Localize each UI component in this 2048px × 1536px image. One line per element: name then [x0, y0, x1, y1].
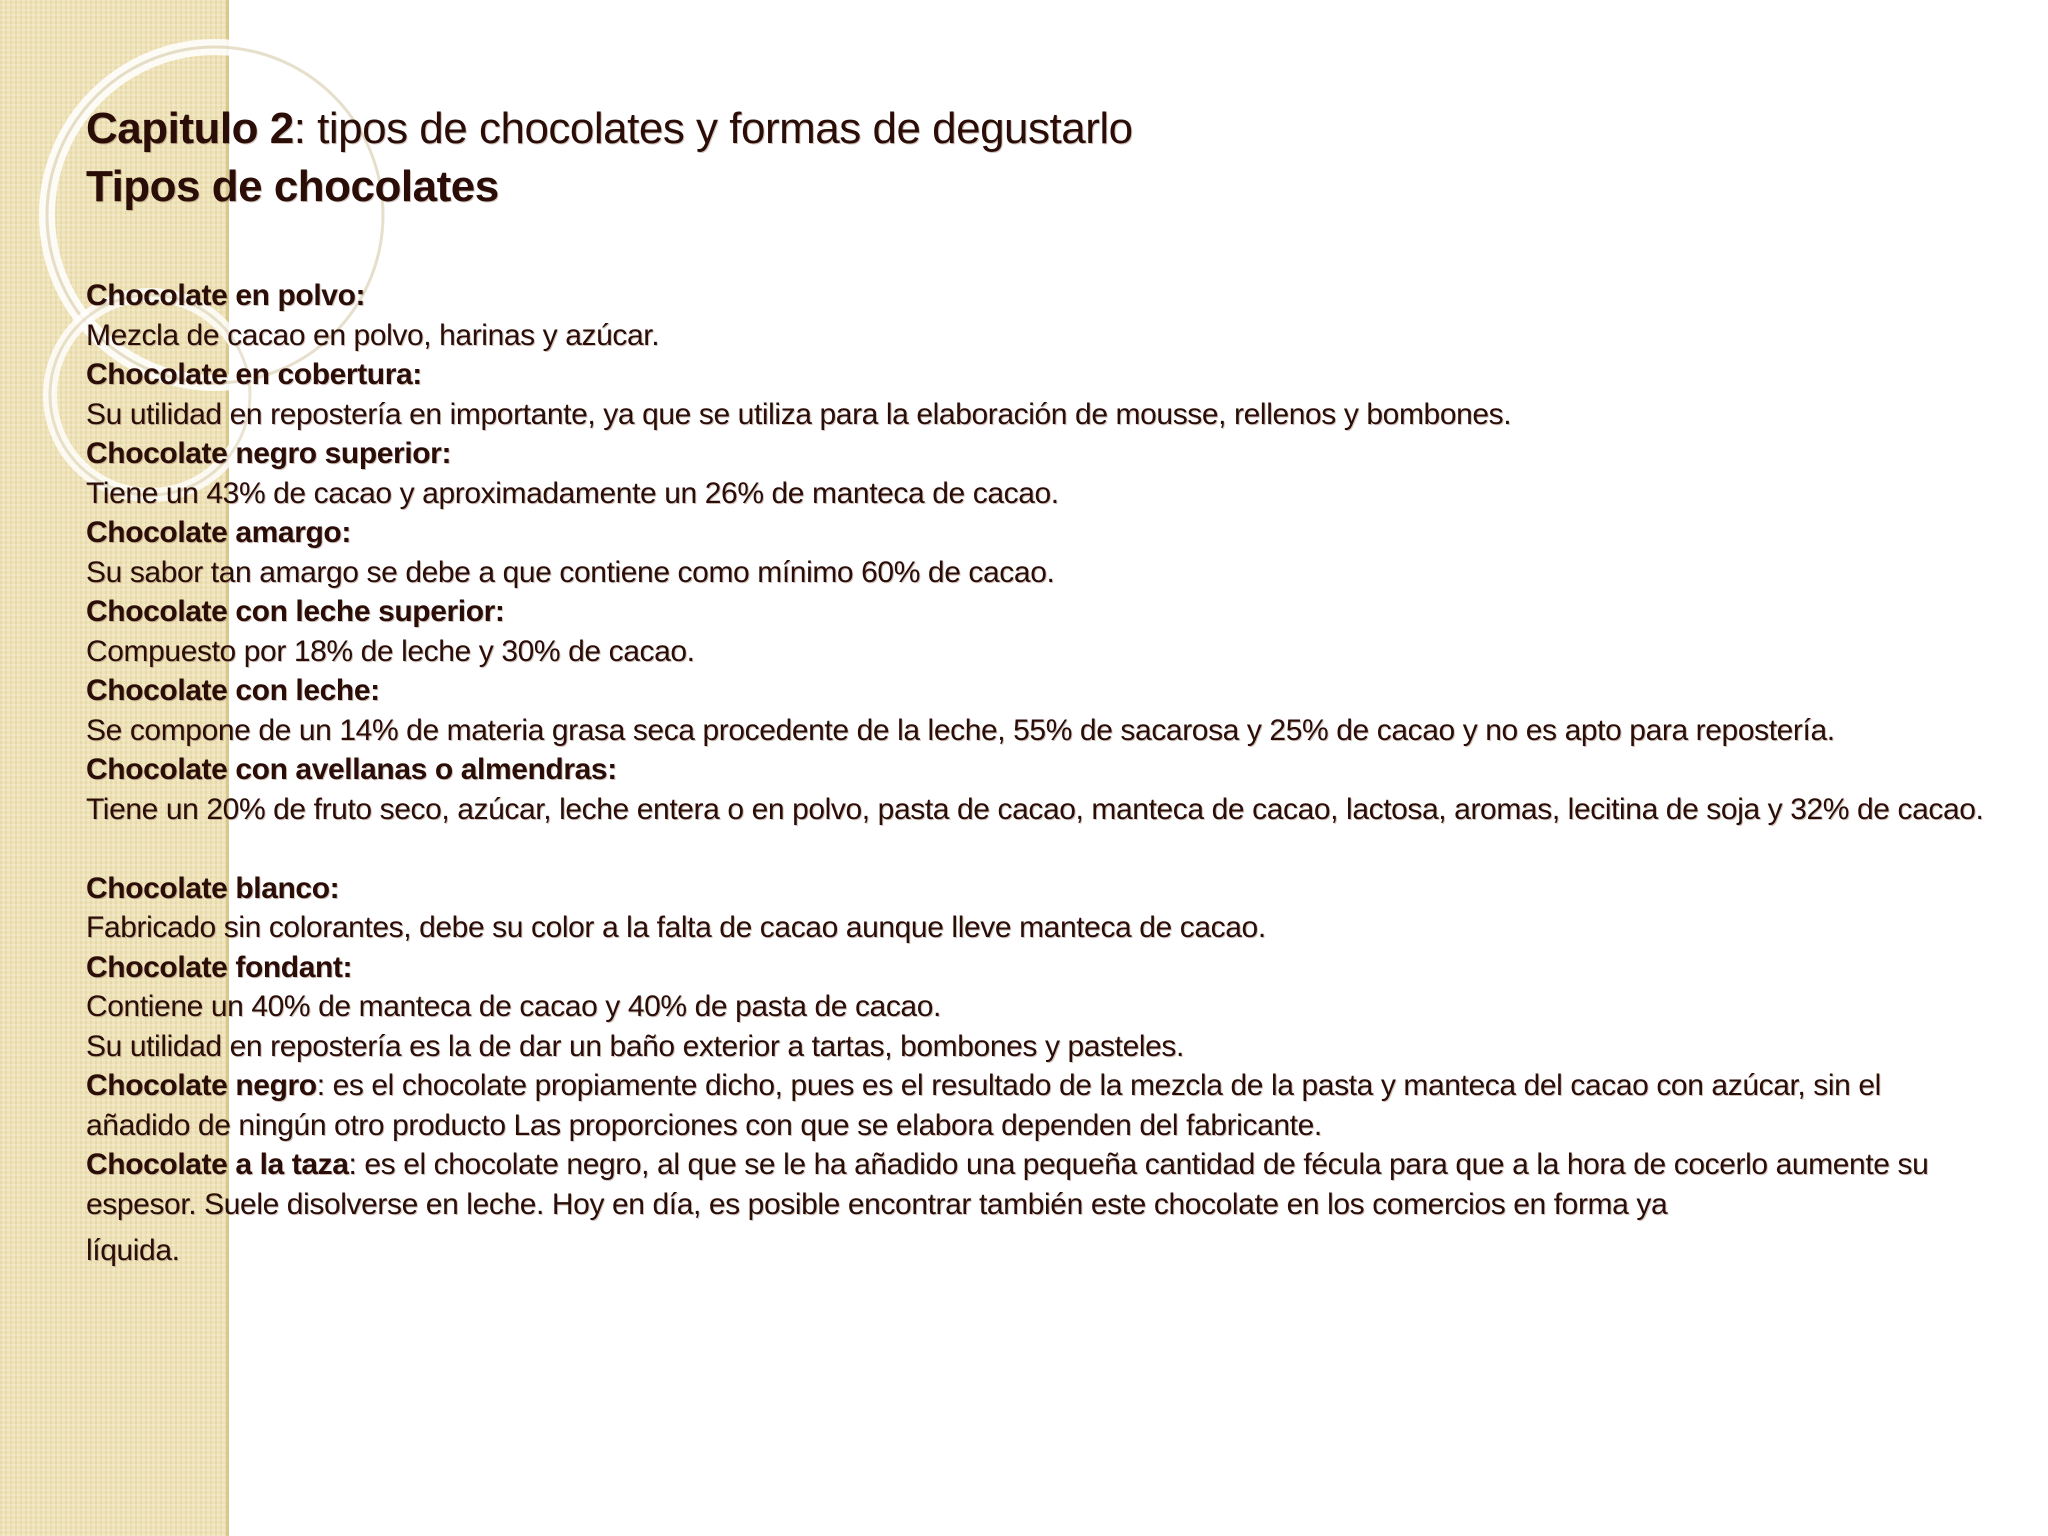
chapter-subtitle: : tipos de chocolates y formas de degustarlo [293, 104, 1133, 153]
inline-item [86, 1145, 1986, 1224]
item-heading: Chocolate en cobertura: [86, 358, 422, 391]
item-text: Se compone de un 14% de materia grasa seca procedente de la leche, 55% de sacarosa y 25% de cacao y no es apto para repostería. [86, 713, 1835, 747]
item-heading: Chocolate negro superior: [86, 437, 452, 470]
item-text: Tiene un 43% de cacao y aproximadamente un 26% de manteca de cacao. [86, 476, 1059, 510]
item-text: Compuesto por 18% de leche y 30% de cacao. [86, 634, 695, 668]
chocolate-types-list [86, 276, 2006, 1277]
item-text: Su sabor tan amargo se debe a que contiene como mínimo 60% de cacao. [86, 555, 1055, 589]
item-heading: Chocolate blanco: [86, 871, 340, 905]
inline-item [86, 1066, 1986, 1145]
item-text: : es el chocolate propiamente dicho, pues es el resultado de la mezcla de la pasta y manteca del cacao con azúcar, sin el añadido de ningún otro producto Las proporciones con que se elabora dependen del fabricante. [86, 1069, 1881, 1142]
item-text: Su utilidad en repostería es la de dar un baño exterior a tartas, bombones y pasteles. [86, 1029, 1184, 1063]
item-heading: Chocolate con leche: [86, 674, 380, 707]
item-heading: Chocolate a la taza [86, 1148, 349, 1181]
item-text: : es el chocolate negro, al que se le ha añadido una pequeña cantidad de fécula para que a la hora de cocerlo aumente su espesor. Suele disolverse en leche. Hoy en día, es posible encontrar también este chocolate en los comercios en forma ya [86, 1148, 1929, 1221]
item-heading: Chocolate amargo: [86, 516, 351, 549]
item-text: Tiene un 20% de fruto seco, azúcar, leche entera o en polvo, pasta de cacao, manteca de cacao, lactosa, aromas, lecitina de soja y 32% de cacao. [86, 792, 1984, 826]
slide-content [86, 100, 2006, 1277]
item-text: Mezcla de cacao en polvo, harinas y azúcar. [86, 318, 660, 352]
item-heading: Chocolate en polvo: [86, 279, 366, 312]
item-text: Su utilidad en repostería en importante, ya que se utiliza para la elaboración de mousse, rellenos y bombones. [86, 397, 1512, 431]
item-text: Fabricado sin colorantes, debe su color a la falta de cacao aunque lleve manteca de cacao. [86, 911, 1266, 944]
item-heading: Chocolate fondant: [86, 950, 353, 984]
chapter-label: Capitulo 2 [86, 104, 294, 153]
item-heading: Chocolate negro [86, 1069, 317, 1102]
slide-title [86, 100, 2006, 158]
item-heading: Chocolate con avellanas o almendras: [86, 753, 617, 786]
section-title: Tipos de chocolates [86, 162, 499, 211]
item-text: Contiene un 40% de manteca de cacao y 40% de pasta de cacao. [86, 990, 941, 1023]
item-heading: Chocolate con leche superior: [86, 595, 505, 628]
item-text-end: líquida. [86, 1234, 180, 1267]
